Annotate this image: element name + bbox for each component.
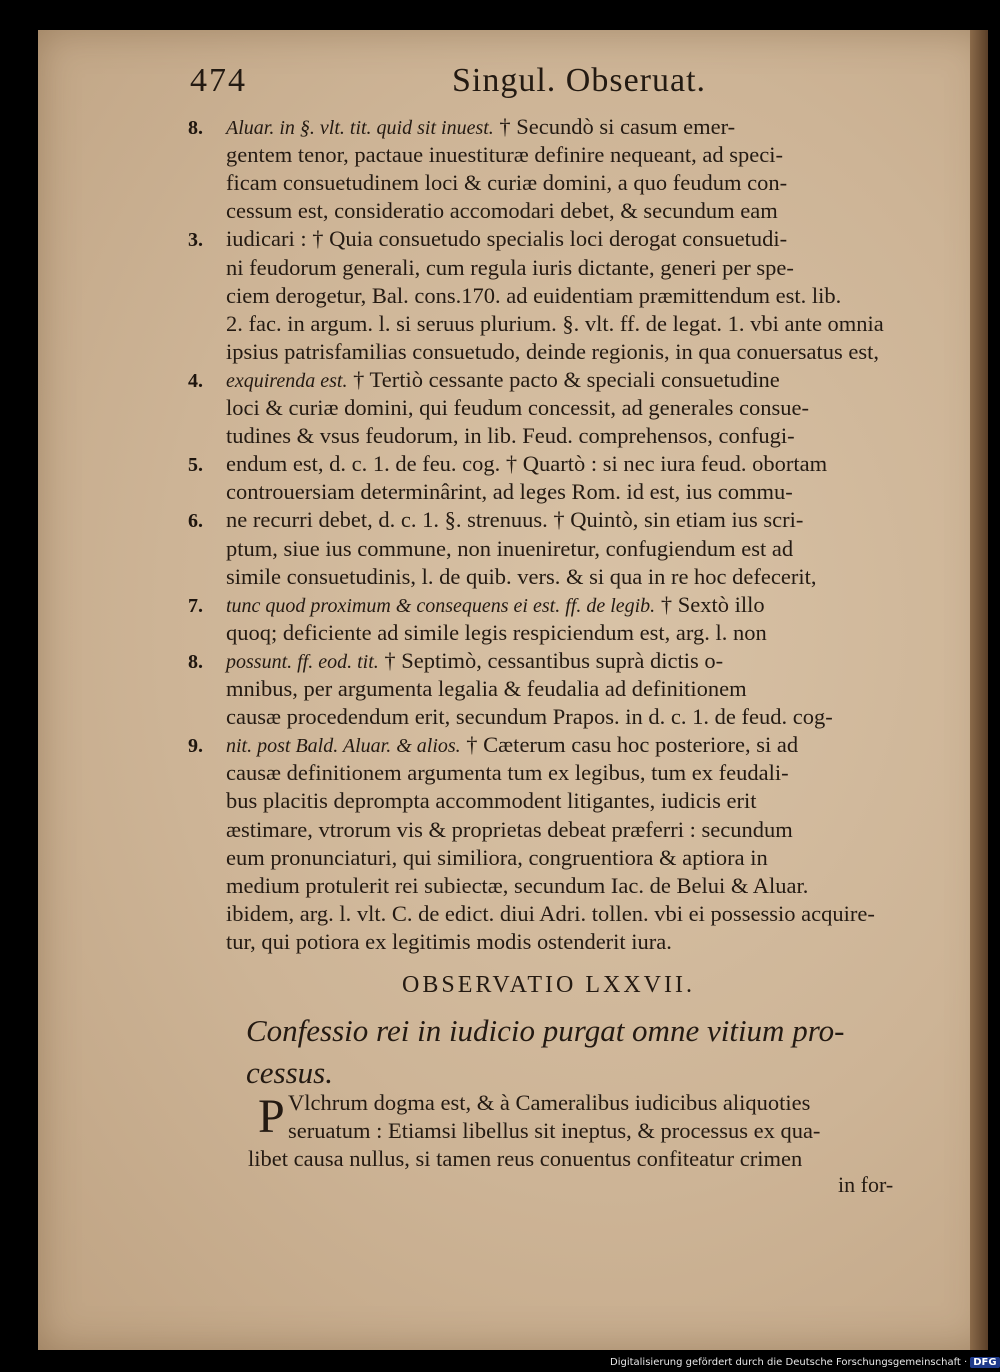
text-line bbox=[188, 449, 828, 479]
body-text: controuersiam determinârint, ad leges Rom. id est, ius commu- bbox=[226, 479, 793, 505]
body-text: ptum, siue ius commune, non inueniretur, confugiendum est ad bbox=[226, 535, 794, 561]
margin-number: 7. bbox=[188, 594, 203, 617]
margin-number: 6. bbox=[188, 510, 203, 533]
body-text: causæ procedendum erit, secundum Prapos. in d. c. 1. de feud. cog- bbox=[226, 704, 833, 730]
text-line bbox=[198, 393, 809, 423]
body-text: ipsius patrisfamilias consuetudo, deinde regionis, in qua conuersatus est, bbox=[226, 338, 879, 364]
body-text: † Sextò illo bbox=[655, 591, 765, 617]
body-text: tudines & vsus feudorum, in lib. Feud. comprehensos, confugi- bbox=[226, 423, 795, 449]
body-text: iudicari : † Quia consuetudo specialis loci derogat consuetudi- bbox=[226, 226, 788, 252]
body-text: mnibus, per argumenta legalia & feudalia ad definitionem bbox=[226, 676, 747, 701]
text-line bbox=[188, 646, 724, 676]
observatio-body-line: Vlchrum dogma est, & à Cameralibus iudicibus aliquoties bbox=[288, 1090, 811, 1115]
body-text: ibidem, arg. l. vlt. C. de edict. diui Adri. tollen. vbi ei possessio acquire- bbox=[226, 900, 875, 926]
body-text: loci & curiæ domini, qui feudum concessit, ad generales consue- bbox=[226, 395, 809, 420]
text-line bbox=[198, 562, 816, 592]
observatio-heading: OBSERVATIO LXXVII. bbox=[402, 972, 695, 998]
text-line bbox=[198, 843, 768, 873]
text-line bbox=[188, 590, 765, 620]
margin-number: 4. bbox=[188, 369, 203, 392]
body-text: † Cæterum casu hoc posteriore, si ad bbox=[460, 732, 799, 758]
observatio-title-line: cessus. bbox=[246, 1055, 333, 1090]
body-text: ne recurri debet, d. c. 1. §. strenuus. † Quintò, sin etiam ius scri- bbox=[226, 507, 804, 533]
body-text: quoq; deficiente ad simile legis respiciendum est, arg. l. non bbox=[226, 619, 767, 645]
margin-number: 5. bbox=[188, 454, 203, 477]
body-text: medium protulerit rei subiectæ, secundum Iac. de Belui & Aluar. bbox=[226, 872, 809, 898]
text-line bbox=[198, 899, 875, 929]
text-line bbox=[198, 815, 793, 845]
text-line bbox=[198, 168, 787, 198]
text-line bbox=[198, 477, 793, 507]
body-text: † Septimò, cessantibus suprà dictis o- bbox=[378, 647, 724, 673]
text-line bbox=[198, 309, 884, 339]
margin-number: 8. bbox=[188, 650, 203, 673]
text-line bbox=[198, 253, 794, 283]
observatio-body-line: libet causa nullus, si tamen reus conuentus confiteatur crimen bbox=[248, 1146, 803, 1171]
body-text: 2. fac. in argum. l. si seruus plurium. §. vlt. ff. de legat. 1. vbi ante omnia bbox=[226, 310, 884, 336]
body-text: æstimare, vtrorum vis & proprietas debeat præferri : secundum bbox=[226, 816, 793, 842]
body-text: gentem tenor, pactaue inuestituræ definire nequeant, ad speci- bbox=[226, 142, 784, 168]
text-line bbox=[198, 702, 833, 732]
body-text: bus placitis deprompta accommodent litigantes, iudicis erit bbox=[226, 788, 757, 814]
text-line bbox=[198, 196, 778, 226]
body-text: causæ definitionem argumenta tum ex legibus, tum ex feudali- bbox=[226, 760, 789, 786]
citation-text: exquirenda est. bbox=[226, 369, 348, 392]
text-line bbox=[188, 365, 780, 395]
dfg-logo: DFG bbox=[970, 1357, 999, 1368]
body-text: eum pronunciaturi, qui similiora, congruentiora & aptiora in bbox=[226, 844, 768, 870]
body-text: † Secundò si casum emer- bbox=[493, 114, 736, 139]
text-line bbox=[198, 674, 747, 704]
body-text: † Tertiò cessante pacto & speciali consuetudine bbox=[347, 366, 780, 392]
margin-number: 8. bbox=[188, 117, 203, 139]
text-line bbox=[198, 534, 793, 564]
margin-number: 3. bbox=[188, 229, 203, 252]
body-text: cessum est, consideratio accomodari debet, & secundum eam bbox=[226, 198, 778, 224]
body-text: endum est, d. c. 1. de feu. cog. † Quartò : si nec iura feud. obortam bbox=[226, 451, 828, 477]
margin-number: 9. bbox=[188, 735, 203, 758]
text-line bbox=[198, 281, 841, 311]
observatio-body-line: seruatum : Etiamsi libellus sit ineptus, & processus ex qua- bbox=[288, 1118, 821, 1143]
page-header bbox=[190, 62, 810, 108]
text-line bbox=[198, 871, 808, 901]
drop-capital: P bbox=[258, 1090, 285, 1143]
text-line bbox=[198, 786, 757, 816]
text-line bbox=[198, 421, 795, 451]
digitization-footer bbox=[610, 1357, 1000, 1372]
catchword: in for- bbox=[838, 1172, 894, 1197]
body-text: simile consuetudinis, l. de quib. vers. & si qua in re hoc defecerit, bbox=[226, 563, 817, 589]
citation-text: Aluar. in §. vlt. tit. quid sit inuest. bbox=[226, 117, 494, 139]
text-line bbox=[198, 927, 672, 957]
running-head: Singul. Obseruat. bbox=[452, 62, 707, 99]
page-edge bbox=[970, 30, 988, 1350]
citation-text: tunc quod proximum & consequens ei est. ff. de legib. bbox=[226, 594, 656, 617]
text-line bbox=[188, 505, 804, 535]
observatio-title-line: Confessio rei in iudicio purgat omne vitium pro- bbox=[246, 1013, 845, 1048]
text-line bbox=[188, 730, 799, 760]
body-text: tur, qui potiora ex legitimis modis ostenderit iura. bbox=[226, 928, 672, 954]
citation-text: possunt. ff. eod. tit. bbox=[226, 650, 379, 673]
observatio-title bbox=[246, 1010, 906, 1094]
text-line bbox=[198, 337, 879, 367]
citation-text: nit. post Bald. Aluar. & alios. bbox=[226, 735, 461, 758]
text-line bbox=[198, 758, 789, 788]
footer-text: Digitalisierung gefördert durch die Deutsche Forschungsgemeinschaft · bbox=[610, 1357, 968, 1368]
body-text: ni feudorum generali, cum regula iuris dictante, generi per spe- bbox=[226, 254, 794, 280]
text-line bbox=[188, 112, 736, 142]
body-text: ciem derogetur, Bal. cons.170. ad euidentiam præmittendum est. lib. bbox=[226, 282, 842, 308]
text-line bbox=[198, 140, 783, 170]
text-line bbox=[198, 618, 767, 648]
page-number: 474 bbox=[190, 62, 247, 99]
body-text: ficam consuetudinem loci & curiæ domini, a quo feudum con- bbox=[226, 170, 788, 196]
text-line bbox=[188, 224, 788, 254]
